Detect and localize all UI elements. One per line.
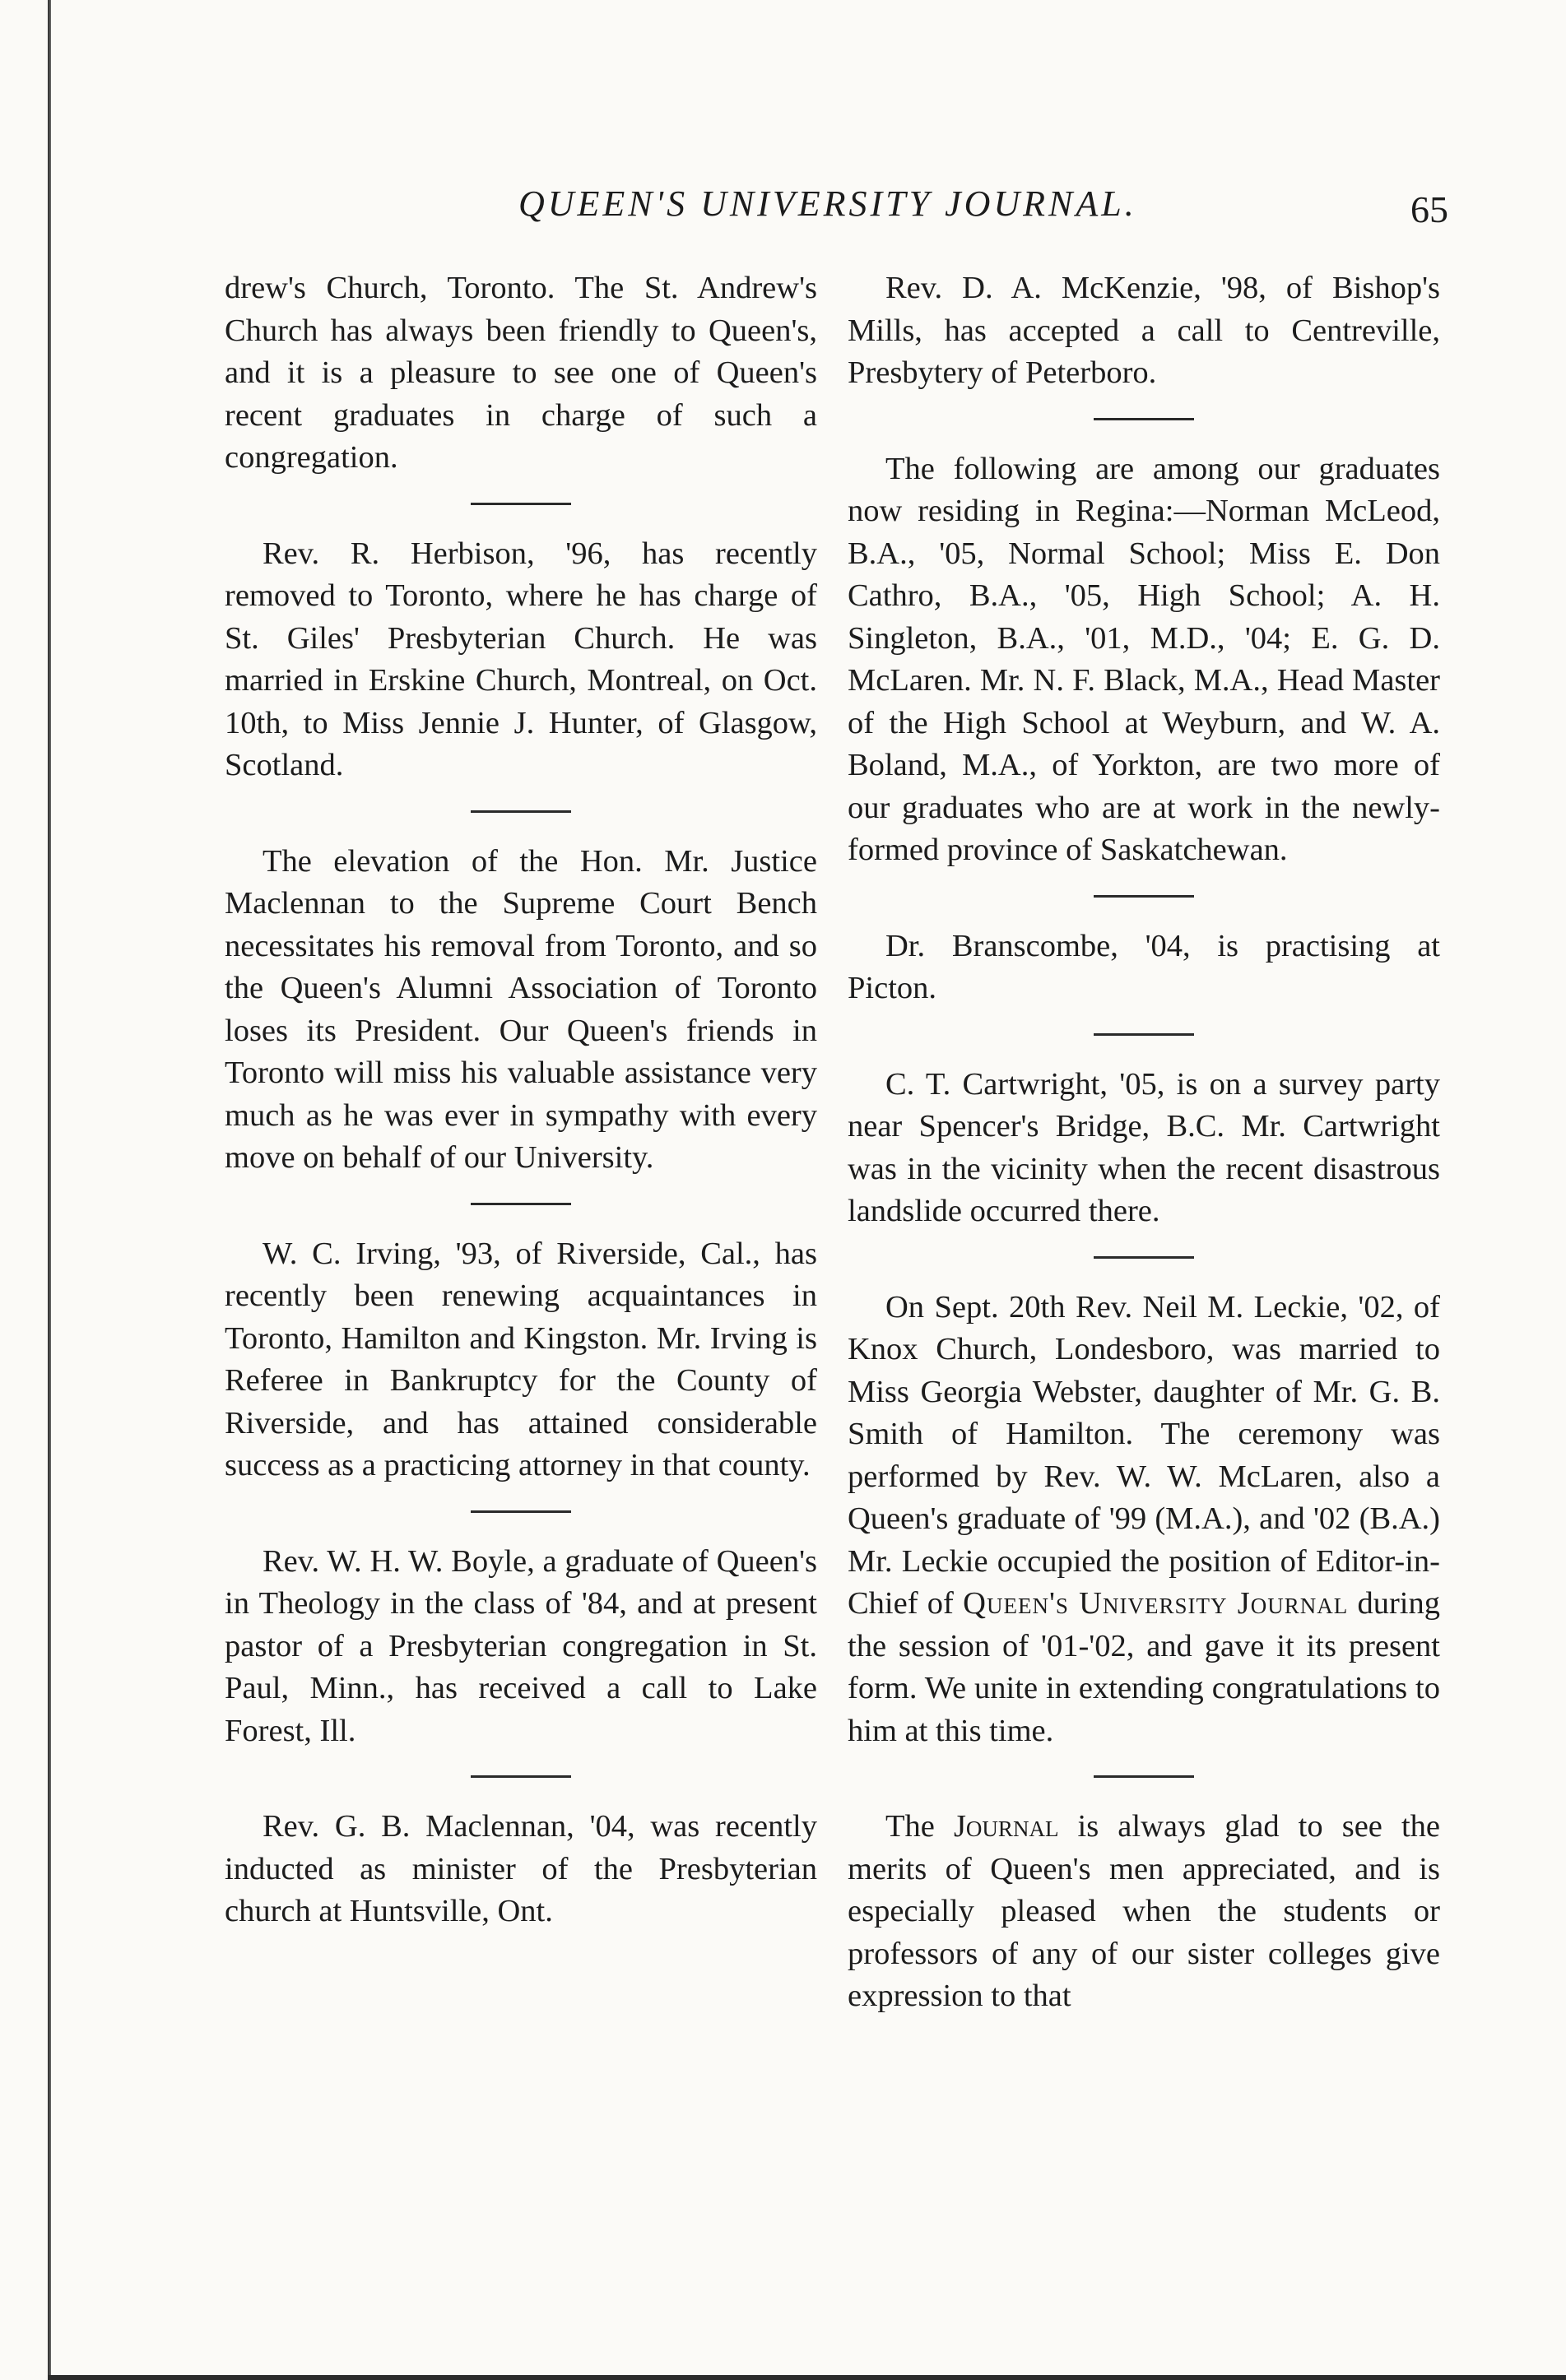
journal-name: Queen's University Journal: [963, 1586, 1349, 1621]
paragraph-g-b-maclennan: Rev. G. B. Maclennan, '04, was recently inducted as minister of the Presbyterian church at Huntsville, Ont.: [225, 1809, 817, 1928]
right-column: [848, 267, 1440, 2018]
page-binding-edge: [48, 0, 51, 2380]
section-divider: [471, 503, 571, 505]
paragraph-herbison: Rev. R. Herbison, '96, has recently removed to Toronto, where he has charge of St. Giles' Presbyterian Church. He was married in Erskine Church, Montreal, on Oct. 10th, to Miss Jennie J. Hunter, of Glasgow, Scotland.: [225, 536, 817, 782]
section-divider: [1094, 1033, 1194, 1036]
page-number: 65: [1410, 188, 1448, 230]
paragraph-regina-graduates: The following are among our graduates now residing in Regina:—Norman McLeod, B.A., '05, Normal School; Miss E. Don Cathro, B.A., '05, High School; A. H. Singleton, B.A., '01, M.D., '04; E. G. D. McLaren. Mr. N. F. Black, M.A., Head Master of the High School at Weyburn, and W. A. Boland, M.A., of Yorkton, are two more of our graduates who are at work in the newly-formed province of Saskatchewan.: [848, 451, 1440, 867]
section-divider: [1094, 1256, 1194, 1259]
paragraph-irving: W. C. Irving, '93, of Riverside, Cal., has recently been renewing acquaintances in Toronto, Hamilton and Kingston. Mr. Irving is Referee in Bankruptcy for the County of Riverside, and has attained considerable success as a practicing attorney in that county.: [225, 1236, 817, 1482]
running-title: QUEEN'S UNIVERSITY JOURNAL.: [518, 183, 1137, 224]
section-divider: [471, 1510, 571, 1513]
journal-glad-text-end: is always glad to see the merits of Queen's men appreciated, and is especially pleased when the students or professors of any of our sister colleges give expression to that: [848, 1809, 1441, 2013]
journal-word: Journal: [953, 1809, 1059, 1844]
section-divider: [471, 1203, 571, 1205]
paragraph-leckie: [848, 1287, 1440, 1753]
paragraph-mckenzie: Rev. D. A. McKenzie, '98, of Bishop's Mills, has accepted a call to Centreville, Presbytery of Peterboro.: [848, 271, 1440, 390]
paragraph-branscombe: Dr. Branscombe, '04, is practising at Picton.: [848, 928, 1440, 1005]
leckie-text-end: during the session of '01-'02, and gave it its present form. We unite in extending congratulations to him at this time.: [848, 1586, 1441, 1748]
page-header: [222, 183, 1448, 240]
paragraph-st-andrews: drew's Church, Toronto. The St. Andrew's Church has always been friendly to Queen's, and it is a pleasure to see one of Queen's recent graduates in charge of such a congregation.: [225, 271, 817, 475]
paragraph-boyle: Rev. W. H. W. Boyle, a graduate of Queen's in Theology in the class of '84, and at present pastor of a Presbyterian congregation in St. Paul, Minn., has received a call to Lake Forest, Ill.: [225, 1543, 817, 1748]
journal-glad-text-start: The: [885, 1809, 935, 1844]
section-divider: [471, 810, 571, 813]
paragraph-journal-glad: [848, 1806, 1440, 2018]
leckie-text-start: On Sept. 20th Rev. Neil M. Leckie, '02, of Knox Church, Londesboro, was married to Miss Georgia Webster, daughter of Mr. G. B. Smith of Hamilton. The ceremony was performed by Rev. W. W. McLaren, also a Queen's graduate of '99 (M.A.), and '02 (B.A.) Mr. Leckie occupied the position of Editor-in-Chief of: [848, 1289, 1440, 1621]
section-divider: [471, 1775, 571, 1778]
left-column: [225, 267, 817, 1933]
paragraph-maclennan: The elevation of the Hon. Mr. Justice Maclennan to the Supreme Court Bench necessitates his removal from Toronto, and so the Queen's Alumni Association of Toronto loses its President. Our Queen's friends in Toronto will miss his valuable assistance very much as he was ever in sympathy with every move on behalf of our University.: [225, 843, 817, 1175]
page-bottom-edge: [48, 2375, 1566, 2380]
paragraph-cartwright: C. T. Cartwright, '05, is on a survey party near Spencer's Bridge, B.C. Mr. Cartwright was in the vicinity when the recent disastrous landslide occurred there.: [848, 1066, 1440, 1228]
section-divider: [1094, 895, 1194, 898]
section-divider: [1094, 418, 1194, 420]
section-divider: [1094, 1775, 1194, 1778]
